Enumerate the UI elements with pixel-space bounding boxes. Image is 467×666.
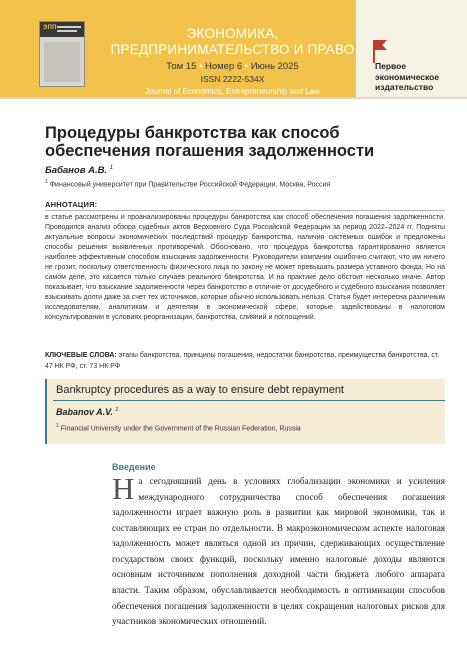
journal-english-title: Journal of Economics, Entrepreneurship and Law [145, 87, 320, 96]
annotation-rule [45, 210, 445, 211]
article-title: Процедуры банкротства как способ обеспечения погашения задолженности [45, 124, 375, 160]
journal-header [0, 0, 467, 97]
english-title-rule [53, 400, 445, 401]
annotation-heading: АННОТАЦИЯ: [45, 200, 98, 209]
english-author [56, 407, 118, 417]
section-heading: Введение [112, 462, 156, 472]
cover-text-line [57, 26, 81, 28]
issn: ISSN 2222-534X [200, 74, 265, 84]
journal-title-line2: ПРЕДПРИНИМАТЕЛЬСТВО И ПРАВО [110, 42, 355, 57]
drop-cap: Н [112, 471, 135, 506]
keywords-heading: КЛЮЧЕВЫЕ СЛОВА: [45, 352, 117, 359]
cover-logo: ЭПП [43, 25, 57, 31]
journal-cover-thumbnail [39, 21, 85, 87]
author-affiliation [45, 179, 435, 188]
publisher-name: Первое экономическое издательство [375, 61, 440, 92]
english-title: Bankruptcy procedures as a way to ensure debt repayment [56, 384, 344, 396]
intro-paragraph [112, 471, 445, 630]
english-author-superscript: 1 [115, 407, 119, 413]
english-affiliation [56, 423, 301, 432]
issue-meta [109, 60, 356, 73]
volume: Том 15 [166, 61, 197, 72]
english-box-accent [45, 379, 47, 444]
article-author [45, 165, 113, 176]
cover-text-line [57, 30, 77, 32]
annotation-text: в статье рассмотрены и проанализированы процедуры банкротства как способ обеспечения погашения задолженности. Проводился анализ обзора судебных актов Верховного Суда Российской Федерации за период 2022–2024 гг. Подняты актуальные вопросы экономических последствий процедур банкротства, наличия системных ошибок и предложены способы решения выявленных противоречий. Обосновано, что процедура банкротства гарантированно является наиболее эффективным способом взыскания задолженности. Руководители компании ошибочно считают, что им ничего не грозит, поскольку ответственность физического лица по закону не может превышать размера уставного фонда. Но на самом деле, это касается только случаев реального банкротства. И на практике дело обстоит несколько иначе. Автор показывает, что взыскание задолженности через банкротство в отличие от досудебного и судебного взыскания позволяет взыскивать долги даже за счет тех источников, которые обычно использовать нельзя. Статья будет интересна различным исследователям, аналитикам и деятелям в экономической сфере, которые задействованы в налоговом консультировании в условиях реорганизации, банкротства, слияний и поглощений. [45, 214, 445, 321]
meta-separator: • [199, 61, 203, 72]
english-affiliation-text: Financial University under the Government of the Russian Federation, Russia [60, 425, 301, 433]
flag-icon-pole [373, 40, 375, 63]
keywords [45, 351, 445, 372]
issue-date: Июнь 2025 [250, 61, 299, 72]
affiliation-text: Финансовый университет при Правительстве Российской Федерации, Москва, Россия [49, 181, 331, 189]
intro-text: а сегодняшний день в условиях глобализации экономики и усиления международного сотрудничества способ обеспечения погашения задолженности играет важную роль в развитии как мировой экономики, так и составляющих ее стран по отдельности. В макроэкономическом аспекте налоговая задолженность может являться одной из причин, сдерживающих осуществление государством своих функций, поскольку именно налоговые доходы являются основным источником пополнения доходной части бюджета любого аппарата власти. Таким образом, обуславливается необходимость в оптимизации способов обеспечения погашения задолженности в целях сокращения налоговых рисков для участников экономических отношений. [112, 476, 445, 627]
keywords-text: этапы банкротства, принципы погашения, недостатки банкротства, преимущества банкротства, ст. 47 НК РФ, ст. 73 НК РФ [45, 352, 440, 370]
meta-separator: • [244, 61, 249, 72]
cover-image [44, 42, 80, 82]
english-affiliation-superscript: 1 [56, 423, 59, 429]
journal-title-line1: ЭКОНОМИКА, [186, 26, 279, 41]
affiliation-superscript: 1 [45, 179, 48, 185]
issue-number: Номер 6 [204, 61, 243, 72]
author-superscript: 1 [109, 165, 114, 171]
english-author-name: Babanov A.V. [56, 407, 113, 417]
journal-info [109, 26, 356, 98]
author-name: Бабанов А.В. [45, 165, 108, 177]
